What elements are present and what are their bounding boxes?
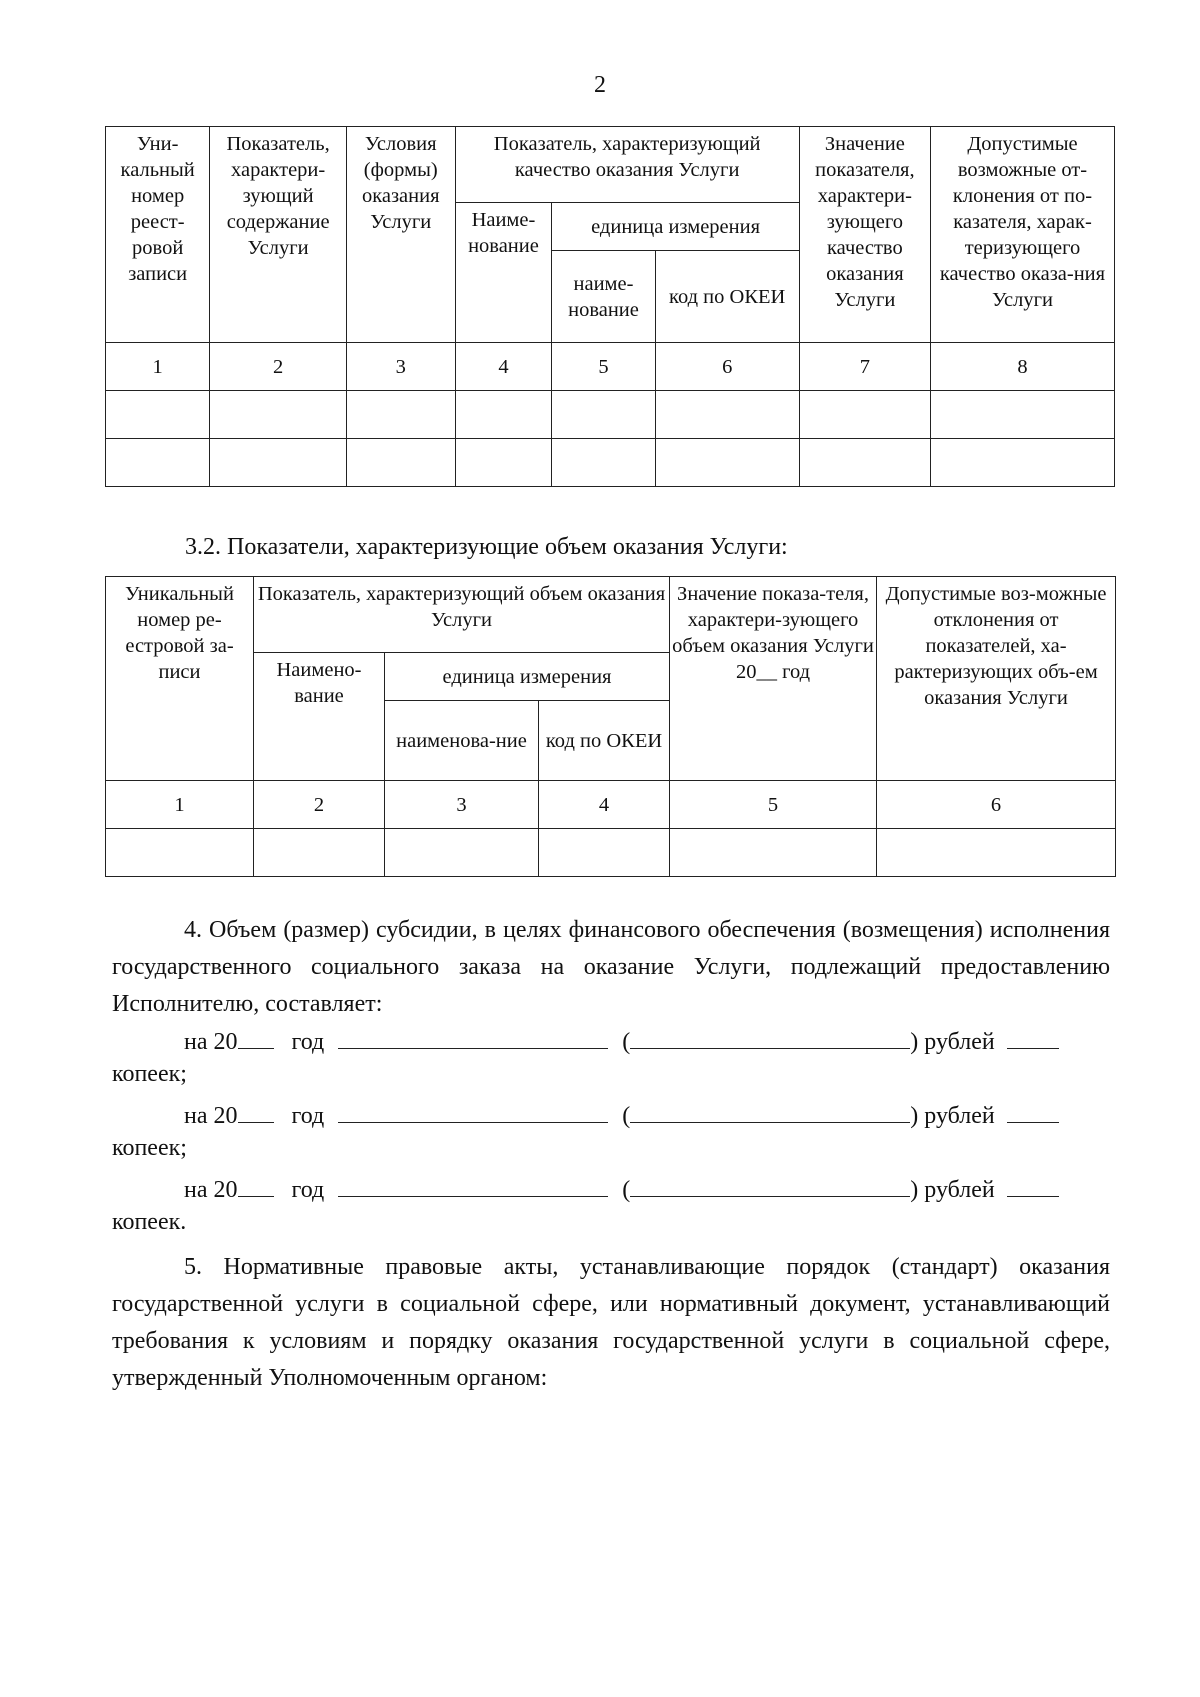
amount-words-blank[interactable] — [630, 1024, 910, 1049]
currency-label: рублей — [924, 1177, 995, 1203]
col-number: 7 — [799, 343, 930, 391]
page-number: 2 — [594, 72, 606, 98]
empty-cell[interactable] — [655, 439, 799, 487]
empty-cell[interactable] — [455, 439, 552, 487]
open-paren: ( — [622, 1029, 631, 1055]
section-4-text: 4. Объем (размер) субсидии, в целях финансового обеспечения (возмещения) исполнения государственного социального заказа на оказание Услуги, подлежащий предоставлению Исполнителю, составляет: — [112, 917, 1110, 1017]
empty-cell[interactable] — [930, 439, 1114, 487]
col-number: 3 — [346, 343, 455, 391]
empty-cell[interactable] — [106, 829, 254, 877]
header-service-conditions: Условия (формы) оказания Услуги — [346, 127, 455, 343]
col-number: 2 — [210, 343, 347, 391]
header-allowed-deviation: Допустимые возможные от-клонения от по-казателя, харак-теризующего качество оказа-ния Услуги — [930, 127, 1114, 343]
year-prefix: на 20 — [184, 1103, 238, 1129]
subsidy-row-3 — [112, 1172, 1110, 1209]
col-number: 8 — [930, 343, 1114, 391]
open-paren: ( — [622, 1103, 631, 1129]
year-blank[interactable] — [238, 1172, 274, 1197]
empty-cell[interactable] — [655, 391, 799, 439]
empty-cell[interactable] — [385, 829, 539, 877]
subsidy-row-1 — [112, 1024, 1110, 1061]
col-number: 4 — [539, 781, 670, 829]
header-quality-indicator: Показатель, характеризующий качество оказания Услуги — [455, 127, 799, 203]
section-5-text: 5. Нормативные правовые акты, устанавливающие порядок (стандарт) оказания государственной услуги в социальной сфере, или нормативный документ, устанавливающий требования к условиям и порядку оказания государственной услуги в социальной сфере, утвержденный Уполномоченным органом: — [112, 1254, 1110, 1391]
header-okei-code: код по ОКЕИ — [539, 701, 670, 781]
empty-cell[interactable] — [106, 391, 210, 439]
kopeks-blank[interactable] — [1007, 1098, 1059, 1123]
empty-cell[interactable] — [877, 829, 1116, 877]
header-unit-name: наименова-ние — [385, 701, 539, 781]
empty-cell[interactable] — [106, 439, 210, 487]
year-label: год — [291, 1177, 325, 1203]
quality-indicators-table — [105, 126, 1115, 487]
empty-cell[interactable] — [930, 391, 1114, 439]
empty-cell[interactable] — [346, 391, 455, 439]
header-unit: единица измерения — [552, 203, 799, 251]
header-unit: единица измерения — [385, 653, 670, 701]
empty-cell[interactable] — [552, 439, 655, 487]
kopeks-blank[interactable] — [1007, 1172, 1059, 1197]
kopeks-blank[interactable] — [1007, 1024, 1059, 1049]
close-paren: ) — [910, 1029, 919, 1055]
header-unit-name: наиме-нование — [552, 251, 655, 343]
col-number: 2 — [254, 781, 385, 829]
close-paren: ) — [910, 1103, 919, 1129]
kopeks-label: копеек. — [112, 1209, 187, 1235]
col-number: 5 — [670, 781, 877, 829]
col-number: 6 — [655, 343, 799, 391]
amount-digits-blank[interactable] — [338, 1172, 608, 1197]
col-number: 3 — [385, 781, 539, 829]
empty-cell[interactable] — [210, 439, 347, 487]
volume-indicators-table — [105, 576, 1116, 877]
empty-cell[interactable] — [552, 391, 655, 439]
year-label: год — [291, 1103, 325, 1129]
currency-label: рублей — [924, 1029, 995, 1055]
empty-cell[interactable] — [254, 829, 385, 877]
amount-words-blank[interactable] — [630, 1172, 910, 1197]
header-quality-value: Значение показателя, характери-зующего качество оказания Услуги — [799, 127, 930, 343]
header-name: Наиме-нование — [455, 203, 552, 343]
header-volume-value: Значение показа-теля, характери-зующего объем оказания Услуги 20__ год — [670, 577, 877, 781]
header-okei-code: код по ОКЕИ — [655, 251, 799, 343]
empty-cell[interactable] — [539, 829, 670, 877]
col-number: 1 — [106, 781, 254, 829]
table-row — [106, 439, 1115, 487]
empty-cell[interactable] — [799, 391, 930, 439]
col-number: 5 — [552, 343, 655, 391]
kopeks-label: копеек; — [112, 1061, 187, 1087]
col-number: 6 — [877, 781, 1116, 829]
empty-cell[interactable] — [455, 391, 552, 439]
col-number: 1 — [106, 343, 210, 391]
empty-cell[interactable] — [210, 391, 347, 439]
section-5-paragraph — [112, 1249, 1110, 1397]
empty-cell[interactable] — [670, 829, 877, 877]
year-blank[interactable] — [238, 1024, 274, 1049]
open-paren: ( — [622, 1177, 631, 1203]
amount-words-blank[interactable] — [630, 1098, 910, 1123]
year-prefix: на 20 — [184, 1177, 238, 1203]
header-volume-indicator: Показатель, характеризующий объем оказания Услуги — [254, 577, 670, 653]
year-prefix: на 20 — [184, 1029, 238, 1055]
col-number: 4 — [455, 343, 552, 391]
amount-digits-blank[interactable] — [338, 1024, 608, 1049]
header-registry-number: Уникальный номер ре-естровой за-писи — [106, 577, 254, 781]
table-row — [106, 391, 1115, 439]
header-registry-number: Уни-кальный номер реест-ровой записи — [106, 127, 210, 343]
header-content-indicator: Показатель, характери-зующий содержание Услуги — [210, 127, 347, 343]
header-allowed-deviation: Допустимые воз-можные отклонения от показателей, ха-рактеризующих объ-ем оказания Услуги — [877, 577, 1116, 781]
subsidy-row-2 — [112, 1098, 1110, 1135]
empty-cell[interactable] — [799, 439, 930, 487]
kopeks-label: копеек; — [112, 1135, 187, 1161]
amount-digits-blank[interactable] — [338, 1098, 608, 1123]
year-label: год — [291, 1029, 325, 1055]
header-name: Наимено-вание — [254, 653, 385, 781]
section-4-paragraph — [112, 912, 1110, 1023]
empty-cell[interactable] — [346, 439, 455, 487]
close-paren: ) — [910, 1177, 919, 1203]
table-row — [106, 829, 1116, 877]
section-3-2-heading: 3.2. Показатели, характеризующие объем оказания Услуги: — [185, 534, 788, 560]
year-blank[interactable] — [238, 1098, 274, 1123]
currency-label: рублей — [924, 1103, 995, 1129]
